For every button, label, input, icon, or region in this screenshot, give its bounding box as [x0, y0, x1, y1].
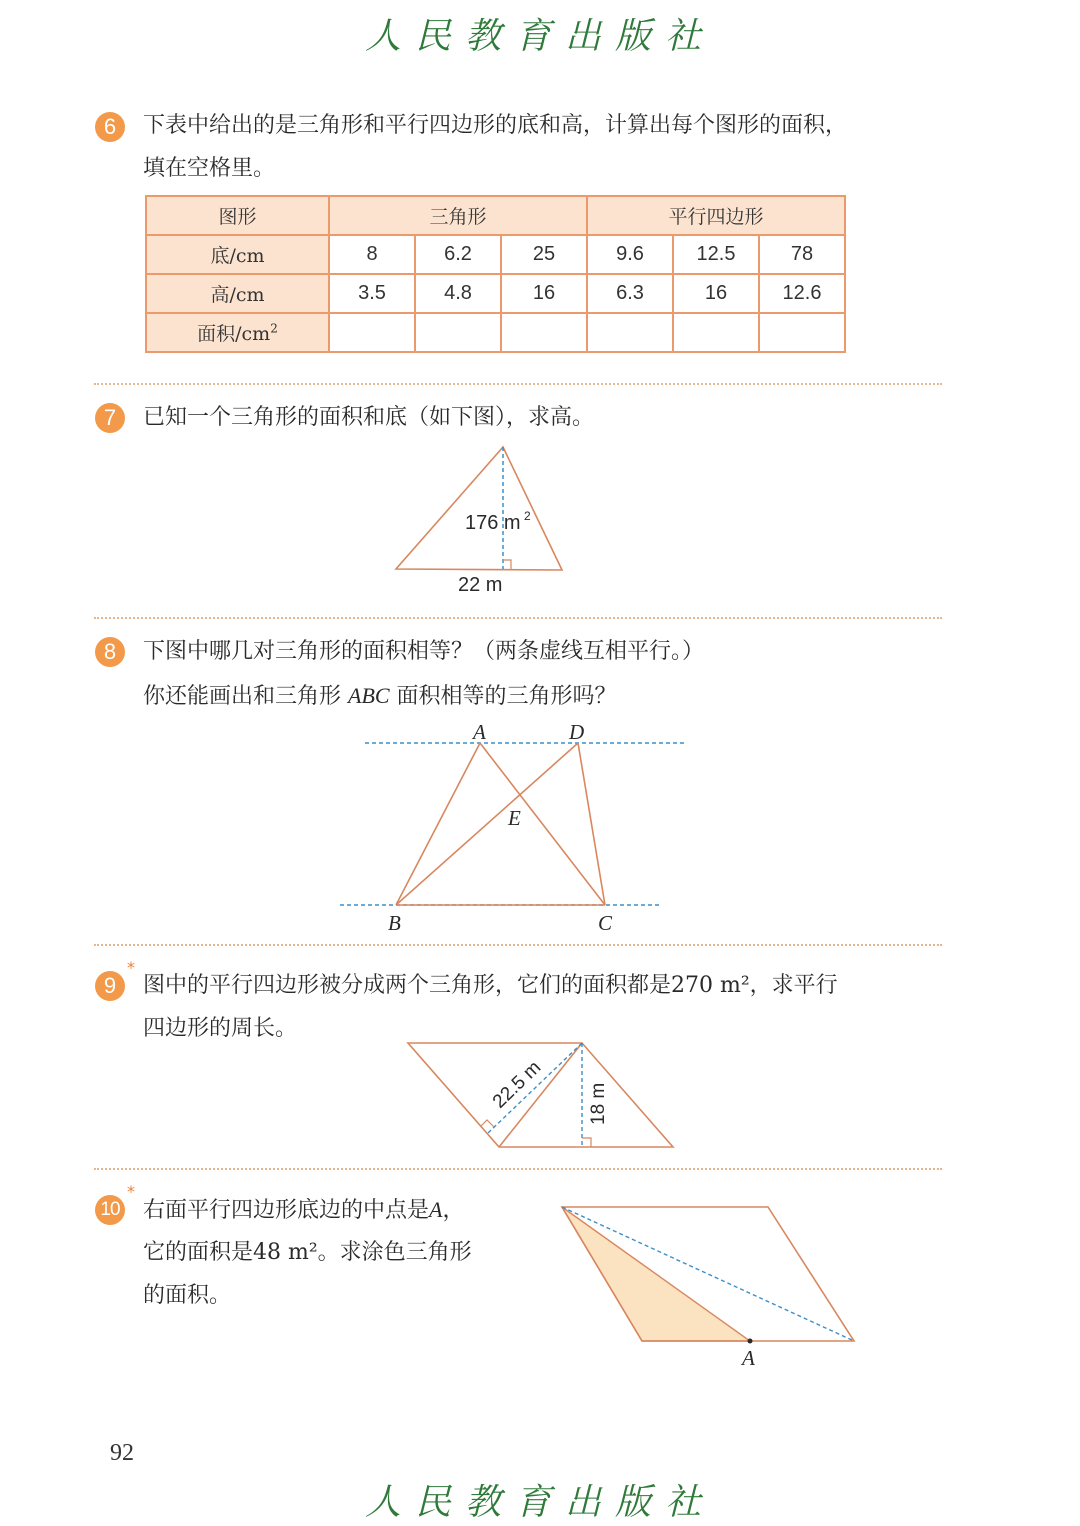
q8-label-d: D	[569, 720, 585, 744]
q9-right-angle-side	[481, 1120, 494, 1127]
table-cell: 16	[501, 274, 587, 313]
section-divider	[94, 1168, 942, 1170]
q8-edge-dc	[578, 743, 605, 905]
table-cell: 3.5	[329, 274, 415, 313]
publisher-footer: 人民教育出版社	[364, 1482, 715, 1523]
question-10-line-2: 它的面积是48 m²。求涂色三角形	[143, 1240, 472, 1265]
q10-line1-post: ，	[442, 1198, 465, 1223]
answer-cell[interactable]	[587, 313, 673, 352]
publisher-header: 人民教育出版社	[364, 16, 715, 57]
question-9-badge: 9	[95, 971, 125, 1001]
q10-line1-a: A	[429, 1197, 443, 1222]
table-cell: 6.3	[587, 274, 673, 313]
question-8-badge: 8	[95, 637, 125, 667]
table-cell: 9.6	[587, 235, 673, 274]
q10-shaded-triangle	[562, 1207, 750, 1341]
table-cell: 12.5	[673, 235, 759, 274]
q8-label-a: A	[473, 720, 486, 744]
table-cell: 25	[501, 235, 587, 274]
question-7-text: 已知一个三角形的面积和底（如下图），求高。	[143, 405, 595, 430]
table-cell: 16	[673, 274, 759, 313]
section-divider	[94, 944, 942, 946]
answer-cell[interactable]	[501, 313, 587, 352]
section-divider	[94, 617, 942, 619]
table-group-parallelogram: 平行四边形	[587, 196, 845, 235]
section-divider	[94, 383, 942, 385]
q7-triangle-figure	[380, 440, 580, 600]
table-cell: 78	[759, 235, 845, 274]
area-table	[145, 195, 846, 353]
area-label-text: 面积/cm	[197, 323, 271, 345]
q8-edge-db	[396, 743, 578, 905]
question-8-line-1: 下图中哪几对三角形的面积相等？（两条虚线互相平行。）	[143, 639, 705, 664]
q7-right-angle-mark	[503, 560, 511, 569]
q10-midpoint-dot	[748, 1339, 753, 1344]
question-10-badge: 10	[95, 1195, 125, 1225]
q8-label-c: C	[598, 911, 613, 935]
q8-label-b: B	[388, 911, 401, 935]
q8-label-e: E	[508, 806, 521, 830]
q8-line2-post: 面积相等的三角形吗？	[389, 684, 617, 709]
table-cell: 12.6	[759, 274, 845, 313]
q8-edge-ab	[396, 743, 480, 905]
question-9-line-1: 图中的平行四边形被分成两个三角形，它们的面积都是270 m²，求平行	[143, 973, 838, 998]
answer-cell[interactable]	[329, 313, 415, 352]
question-8-line-2	[143, 674, 617, 718]
q9-right-angle-base	[582, 1138, 591, 1147]
area-label-sup: 2	[270, 321, 278, 336]
table-cell: 8	[329, 235, 415, 274]
q10-point-label: A	[742, 1346, 755, 1370]
question-10-line-1	[143, 1188, 464, 1232]
table-group-triangle: 三角形	[329, 196, 587, 235]
q8-line2-abc: ABC	[348, 683, 390, 708]
answer-cell[interactable]	[415, 313, 501, 352]
question-7-badge: 7	[95, 403, 125, 433]
table-cell: 4.8	[415, 274, 501, 313]
question-6-line-1: 下表中给出的是三角形和平行四边形的底和高，计算出每个图形的面积，	[143, 113, 848, 138]
table-cell: 6.2	[415, 235, 501, 274]
answer-cell[interactable]	[673, 313, 759, 352]
q7-base-label: 22 m	[458, 574, 503, 596]
q9-challenge-star: *	[127, 958, 135, 977]
q8-figure	[330, 715, 700, 940]
question-6-line-2: 填在空格里。	[143, 156, 276, 181]
q7-area-label: 176 m	[465, 512, 521, 534]
q10-challenge-star: *	[127, 1182, 135, 1201]
page-number: 92	[110, 1440, 134, 1466]
table-row-base-label: 底/cm	[146, 235, 329, 274]
question-9-line-2: 四边形的周长。	[143, 1016, 298, 1041]
table-row-height-label: 高/cm	[146, 274, 329, 313]
q8-line2-pre: 你还能画出和三角形	[143, 684, 348, 709]
q7-area-sup: 2	[524, 509, 531, 523]
q9-diagonal-label: 22.5 m	[488, 1057, 546, 1113]
question-6-badge: 6	[95, 112, 125, 142]
q8-edge-ac	[480, 743, 605, 905]
answer-cell[interactable]	[759, 313, 845, 352]
q10-figure	[550, 1195, 865, 1375]
q9-height-label: 18 m	[588, 1082, 609, 1125]
question-10-line-3: 的面积。	[143, 1283, 232, 1308]
q7-triangle	[396, 447, 562, 570]
table-row-area-label	[146, 313, 329, 352]
q9-figure	[400, 1035, 685, 1155]
q10-line1-pre: 右面平行四边形底边的中点是	[143, 1198, 430, 1223]
table-col-header: 图形	[146, 196, 329, 235]
